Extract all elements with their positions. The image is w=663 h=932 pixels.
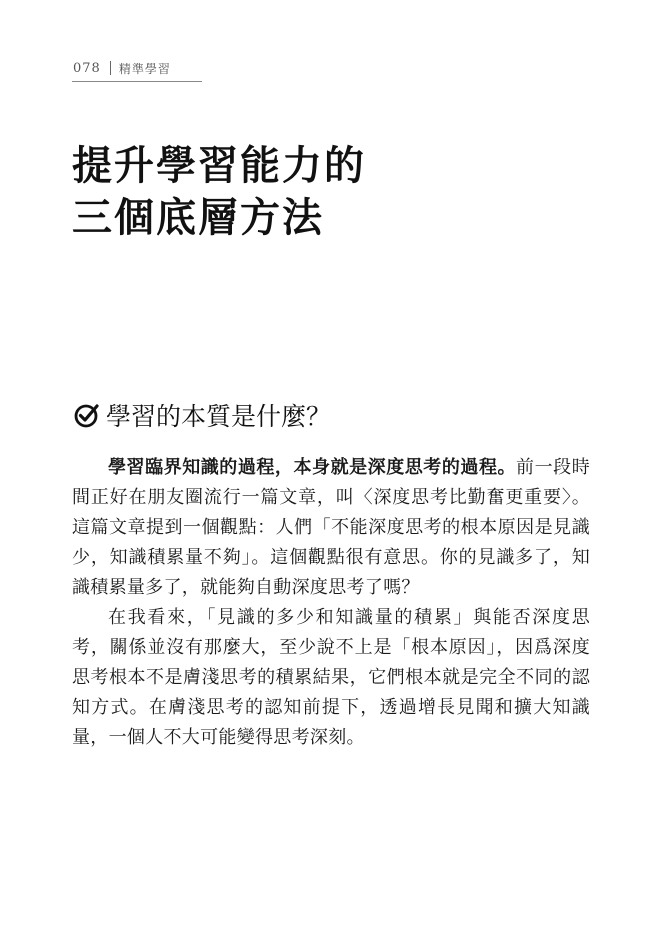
check-circle-icon <box>74 402 100 428</box>
book-title: 精準學習 <box>118 61 171 76</box>
paragraph-1-lead: 學習臨界知識的過程，本身就是深度思考的過程。 <box>108 457 517 478</box>
page-number: 078 <box>73 60 101 76</box>
running-header <box>73 60 171 76</box>
body-text <box>72 453 590 753</box>
chapter-title-line-1: 提升學習能力的 <box>72 142 366 189</box>
paragraph-2: 在我看來，「見識的多少和知識量的積累」與能否深度思考，關係並沒有那麼大，至少說不上是「根本原因」，因爲深度思考根本不是膚淺思考的積累結果，它們根本就是完全不同的認知方式。在膚淺思考的認知前提下，透過增長見聞和擴大知識量，一個人不大可能變得思考深刻。 <box>72 607 590 748</box>
paragraph-1-rest: 前一段時間正好在朋友圈流行一篇文章，叫〈深度思考比勤奮更重要〉。這篇文章提到一個觀點：人們「不能深度思考的根本原因是見識少，知識積累量不夠」。這個觀點很有意思。你的見識多了，知識積累量多了，就能夠自動深度思考了嗎？ <box>72 457 590 598</box>
header-rule <box>72 81 202 82</box>
section-heading <box>74 397 331 433</box>
paragraph-1 <box>72 453 590 603</box>
header-separator <box>110 61 111 75</box>
section-heading-text: 學習的本質是什麼？ <box>106 402 332 431</box>
chapter-title <box>72 140 366 244</box>
chapter-title-line-2: 三個底層方法 <box>72 194 324 241</box>
